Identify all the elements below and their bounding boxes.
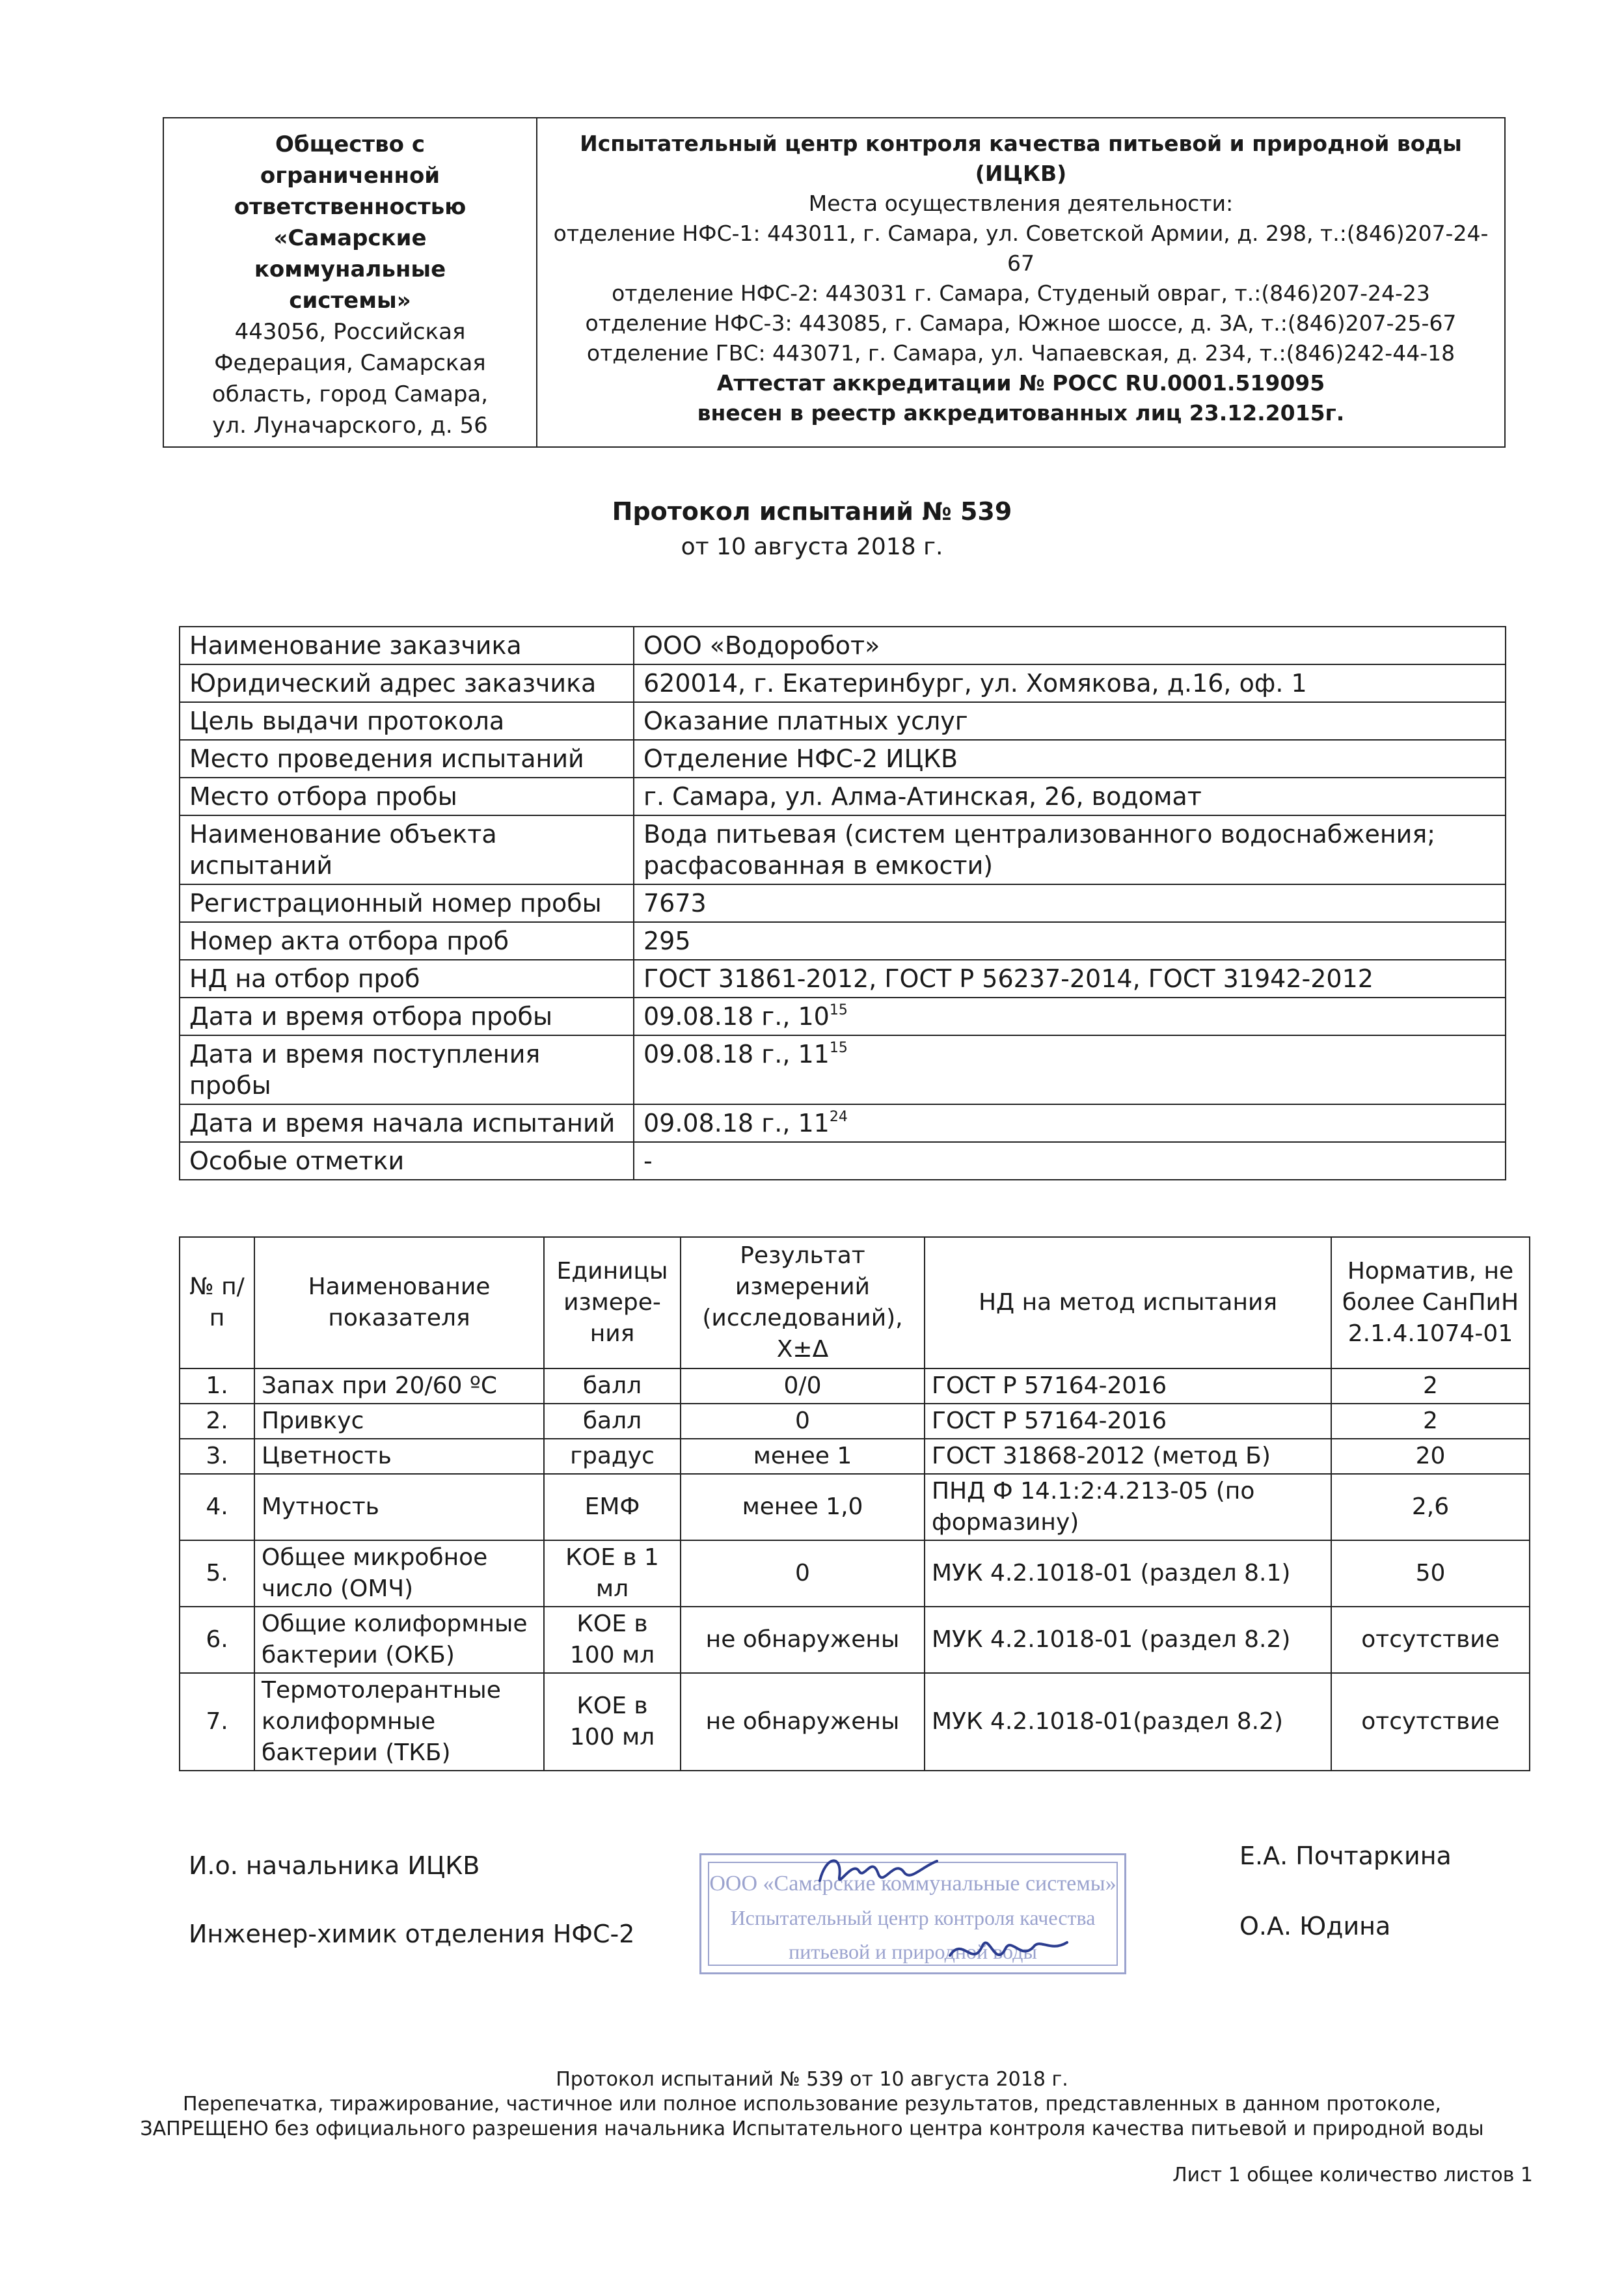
result-method: ГОСТ Р 57164-2016: [925, 1404, 1331, 1439]
info-value-text: -: [643, 1147, 653, 1175]
accreditation-line-2: внесен в реестр аккредитованных лиц 23.12.2015г.: [697, 400, 1345, 426]
footer-sheet-count: Лист 1 общее количество листов 1: [1172, 2164, 1533, 2186]
result-value: 0: [681, 1404, 925, 1439]
result-unit: КОЕ в 100 мл: [544, 1607, 681, 1673]
info-value: [634, 702, 1506, 740]
stamp-line-1: ООО «Самарские коммунальные системы»: [709, 1871, 1116, 1896]
time-minutes: 15: [829, 1040, 848, 1056]
info-value: [634, 922, 1506, 960]
col-header-method: НД на метод испытания: [925, 1237, 1331, 1368]
branch-2: отделение НФС-2: 443031 г. Самара, Студеный овраг, т.:(846)207-24-23: [612, 280, 1430, 306]
result-number: 4.: [180, 1474, 254, 1540]
col-header-units: Единицы измере-ния: [544, 1237, 681, 1368]
info-row: [180, 998, 1506, 1035]
signer-name-1: Е.А. Почтаркина: [1239, 1842, 1452, 1870]
accreditation-line-1: Аттестат аккредитации № РОСС RU.0001.519095: [716, 370, 1325, 396]
branch-1: отделение НФС-1: 443011, г. Самара, ул. Советской Армии, д. 298, т.:(846)207-24-67: [553, 221, 1489, 276]
info-row: [180, 815, 1506, 884]
result-indicator: Общие колиформные бактерии (ОКБ): [254, 1607, 544, 1673]
info-value-text: 295: [643, 927, 691, 955]
info-value-text: 09.08.18 г., 11: [643, 1109, 830, 1137]
info-row: [180, 1104, 1506, 1142]
result-number: 2.: [180, 1404, 254, 1439]
info-key: Особые отметки: [180, 1142, 634, 1180]
table-row: [180, 1404, 1530, 1439]
result-number: 6.: [180, 1607, 254, 1673]
branch-4: отделение ГВС: 443071, г. Самара, ул. Чапаевская, д. 234, т.:(846)242-44-18: [586, 340, 1455, 366]
org-address: 443056, Российская Федерация, Самарская область, город Самара, ул. Луначарского, д. 56: [211, 319, 489, 439]
result-value: не обнаружены: [681, 1673, 925, 1771]
protocol-title: Протокол испытаний № 539: [612, 497, 1012, 526]
result-method: ГОСТ Р 57164-2016: [925, 1368, 1331, 1404]
info-value: [634, 1035, 1506, 1104]
info-value-text: 620014, г. Екатеринбург, ул. Хомякова, д.16, оф. 1: [643, 669, 1307, 698]
result-indicator: Привкус: [254, 1404, 544, 1439]
info-key: Регистрационный номер пробы: [180, 884, 634, 922]
result-indicator: Мутность: [254, 1474, 544, 1540]
info-value: [634, 1104, 1506, 1142]
signature-1-icon: [807, 1842, 963, 1900]
info-value-text: 7673: [643, 889, 707, 918]
time-minutes: 15: [829, 1002, 848, 1018]
info-key: Наименование объекта испытаний: [180, 815, 634, 884]
time-minutes: 24: [829, 1109, 848, 1125]
result-number: 3.: [180, 1439, 254, 1474]
table-row: [180, 1607, 1530, 1673]
info-key: Юридический адрес заказчика: [180, 664, 634, 702]
info-value-text: ООО «Водоробот»: [643, 631, 880, 660]
signature-2-icon: [943, 1923, 1074, 1981]
info-row: [180, 884, 1506, 922]
result-number: 7.: [180, 1673, 254, 1771]
info-value-text: Оказание платных услуг: [643, 707, 968, 735]
info-row: [180, 664, 1506, 702]
info-value-text: 09.08.18 г., 10: [643, 1002, 830, 1031]
result-unit: КОЕ в 1 мл: [544, 1540, 681, 1607]
result-norm: 2: [1331, 1368, 1530, 1404]
footer-notice-1: Перепечатка, тиражирование, частичное или полное использование результатов, представленных в данном протоколе,: [183, 2093, 1441, 2116]
table-row: [180, 1474, 1530, 1540]
result-method: ПНД Ф 14.1:2:4.213-05 (по формазину): [925, 1474, 1331, 1540]
info-key: Наименование заказчика: [180, 627, 634, 664]
result-norm: отсутствие: [1331, 1607, 1530, 1673]
signer-role-2: Инженер-химик отделения НФС-2: [189, 1920, 635, 1948]
info-key: Номер акта отбора проб: [180, 922, 634, 960]
info-value: [634, 884, 1506, 922]
branch-3: отделение НФС-3: 443085, г. Самара, Южное шоссе, д. 3А, т.:(846)207-25-67: [585, 310, 1457, 336]
signer-role-1: И.о. начальника ИЦКВ: [189, 1851, 480, 1880]
info-value-text: ГОСТ 31861-2012, ГОСТ Р 56237-2014, ГОСТ 31942-2012: [643, 964, 1374, 993]
result-unit: ЕМФ: [544, 1474, 681, 1540]
results-header-row: [180, 1237, 1530, 1368]
info-value-text: Отделение НФС-2 ИЦКВ: [643, 744, 958, 773]
info-row: [180, 960, 1506, 998]
result-unit: КОЕ в 100 мл: [544, 1673, 681, 1771]
results-table: [179, 1236, 1530, 1771]
info-key: Цель выдачи протокола: [180, 702, 634, 740]
result-norm: 50: [1331, 1540, 1530, 1607]
result-value: 0: [681, 1540, 925, 1607]
info-key: Дата и время отбора пробы: [180, 998, 634, 1035]
col-header-indicator: Наименование показателя: [254, 1237, 544, 1368]
info-row: [180, 627, 1506, 664]
info-value-text: Вода питьевая (систем централизованного водоснабжения; расфасованная в емкости): [643, 820, 1436, 880]
protocol-date: от 10 августа 2018 г.: [681, 534, 943, 560]
org-name: Общество с ограниченной ответственностью «Самарские коммунальные системы»: [234, 131, 467, 314]
info-row: [180, 778, 1506, 815]
result-value: 0/0: [681, 1368, 925, 1404]
info-value-text: г. Самара, ул. Алма-Атинская, 26, водомат: [643, 782, 1202, 811]
table-row: [180, 1368, 1530, 1404]
footer-notice-2: ЗАПРЕЩЕНО без официального разрешения начальника Испытательного центра контроля качества питьевой и природной воды: [140, 2117, 1484, 2140]
table-row: [180, 1540, 1530, 1607]
result-indicator: Термотолерантные колиформные бактерии (ТКБ): [254, 1673, 544, 1771]
places-label: Места осуществления деятельности:: [808, 191, 1234, 216]
info-value: [634, 1142, 1506, 1180]
info-row: [180, 740, 1506, 778]
info-key: НД на отбор проб: [180, 960, 634, 998]
info-key: Место отбора пробы: [180, 778, 634, 815]
info-key: Место проведения испытаний: [180, 740, 634, 778]
result-method: ГОСТ 31868-2012 (метод Б): [925, 1439, 1331, 1474]
result-method: МУК 4.2.1018-01(раздел 8.2): [925, 1673, 1331, 1771]
result-unit: балл: [544, 1404, 681, 1439]
info-value: [634, 627, 1506, 664]
result-norm: 20: [1331, 1439, 1530, 1474]
signer-name-2: О.А. Юдина: [1239, 1912, 1391, 1940]
info-value: [634, 960, 1506, 998]
info-row: [180, 1035, 1506, 1104]
stamp-line-2: Испытательный центр контроля качества: [730, 1906, 1096, 1929]
result-unit: градус: [544, 1439, 681, 1474]
info-value: [634, 998, 1506, 1035]
info-row: [180, 702, 1506, 740]
result-indicator: Цветность: [254, 1439, 544, 1474]
result-number: 1.: [180, 1368, 254, 1404]
result-number: 5.: [180, 1540, 254, 1607]
center-title: Испытательный центр контроля качества питьевой и природной воды: [580, 131, 1462, 156]
info-key: Дата и время начала испытаний: [180, 1104, 634, 1142]
result-indicator: Запах при 20/60 ºС: [254, 1368, 544, 1404]
header-box: [163, 117, 1506, 448]
organization-cell: [163, 118, 537, 447]
result-method: МУК 4.2.1018-01 (раздел 8.1): [925, 1540, 1331, 1607]
info-value: [634, 815, 1506, 884]
result-value: менее 1,0: [681, 1474, 925, 1540]
result-norm: 2,6: [1331, 1474, 1530, 1540]
result-value: менее 1: [681, 1439, 925, 1474]
table-row: [180, 1673, 1530, 1771]
info-table: [179, 626, 1506, 1180]
info-value: [634, 740, 1506, 778]
stamp-line-3: питьевой и природной воды: [789, 1940, 1037, 1963]
info-key: Дата и время поступления пробы: [180, 1035, 634, 1104]
result-unit: балл: [544, 1368, 681, 1404]
result-method: МУК 4.2.1018-01 (раздел 8.2): [925, 1607, 1331, 1673]
info-row: [180, 922, 1506, 960]
info-value: [634, 778, 1506, 815]
col-header-number: № п/п: [180, 1237, 254, 1368]
col-header-norm: Норматив, не более СанПиН 2.1.4.1074-01: [1331, 1237, 1530, 1368]
info-value-text: 09.08.18 г., 11: [643, 1040, 830, 1068]
result-norm: отсутствие: [1331, 1673, 1530, 1771]
info-row: [180, 1142, 1506, 1180]
result-value: не обнаружены: [681, 1607, 925, 1673]
result-norm: 2: [1331, 1404, 1530, 1439]
center-cell: [537, 118, 1505, 447]
table-row: [180, 1439, 1530, 1474]
col-header-result: Результат измерений (исследований), Х±Δ: [681, 1237, 925, 1368]
info-value: [634, 664, 1506, 702]
center-abbr: (ИЦКВ): [975, 161, 1067, 186]
footer-protocol-ref: Протокол испытаний № 539 от 10 августа 2018 г.: [556, 2068, 1068, 2091]
result-indicator: Общее микробное число (ОМЧ): [254, 1540, 544, 1607]
